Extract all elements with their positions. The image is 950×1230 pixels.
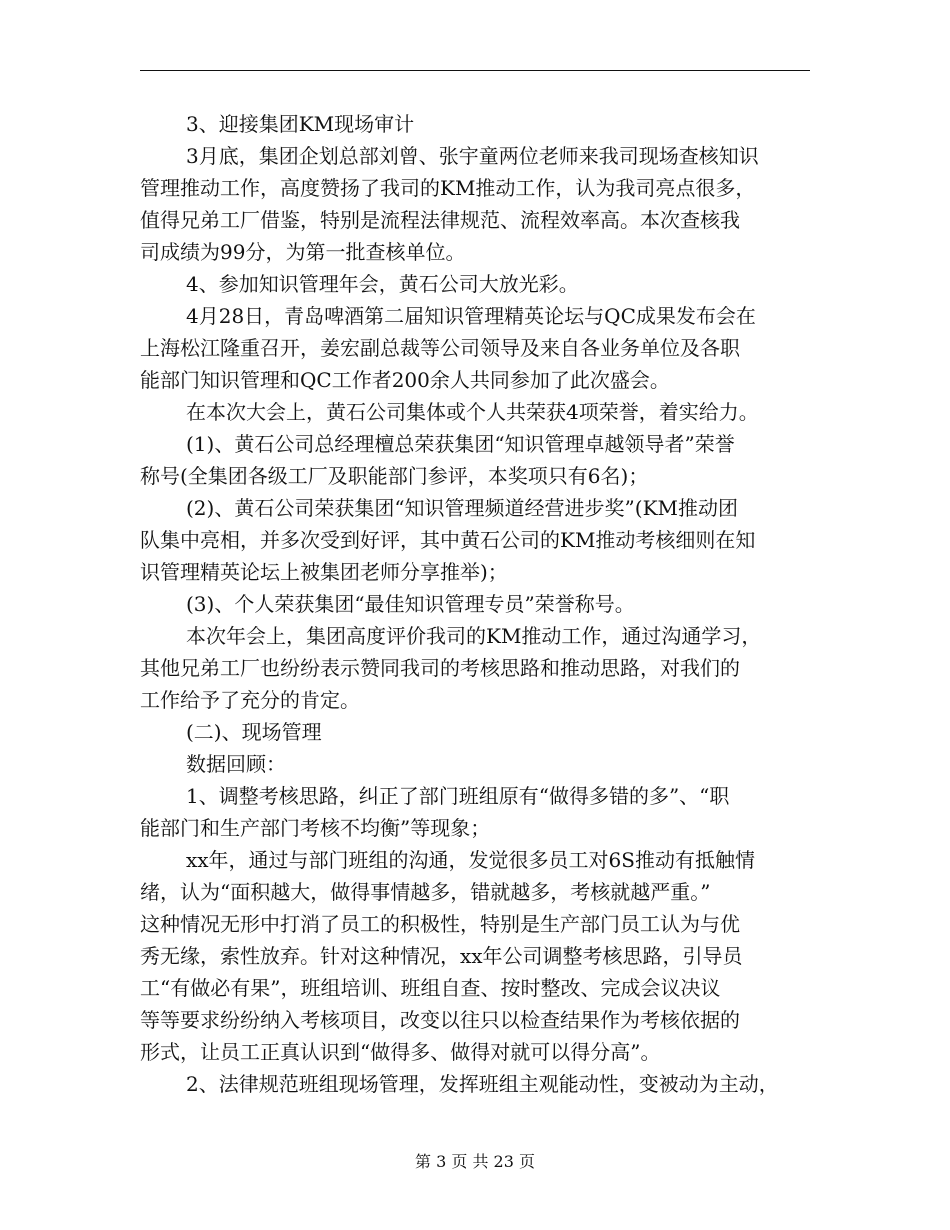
text-line: 3月底，集团企划总部刘曾、张宇童两位老师来我司现场查核知识 <box>186 144 759 168</box>
text-line: xx年，通过与部门班组的沟通，发觉很多员工对6S推动有抵触情 <box>186 848 755 872</box>
text-line: (二)、现场管理 <box>186 720 322 744</box>
text-line: 其他兄弟工厂也纷纷表示赞同我司的考核思路和推动思路，对我们的 <box>140 656 740 680</box>
text-line: 绪，认为“面积越大，做得事情越多，错就越多，考核就越严重。” <box>140 880 711 904</box>
text-line: 4月28日，青岛啤酒第二届知识管理精英论坛与QC成果发布会在 <box>186 304 756 328</box>
text-line: 在本次大会上，黄石公司集体或个人共荣获4项荣誉，着实给力。 <box>186 400 759 424</box>
text-line: 司成绩为99分，为第一批查核单位。 <box>140 240 466 264</box>
text-line: 识管理精英论坛上被集团老师分享推举)； <box>140 560 508 584</box>
text-line: 队集中亮相，并多次受到好评，其中黄石公司的KM推动考核细则在知 <box>140 528 756 552</box>
text-line: (1)、黄石公司总经理檀总荣获集团“知识管理卓越领导者”荣誉 <box>186 432 735 456</box>
text-line: (3)、个人荣获集团“最佳知识管理专员”荣誉称号。 <box>186 592 635 616</box>
text-line: 工“有做必有果”，班组培训、班组自查、按时整改、完成会议决议 <box>140 976 721 1000</box>
body-text <box>140 108 816 1100</box>
text-line: 2、法律规范班组现场管理，发挥班组主观能动性，变被动为主动， <box>186 1072 779 1096</box>
text-line: 工作给予了充分的肯定。 <box>140 688 360 712</box>
text-line: 能部门知识管理和QC工作者200余人共同参加了此次盛会。 <box>140 368 670 392</box>
text-line: 数据回顾： <box>186 752 286 776</box>
text-line: 秀无缘，索性放弃。针对这种情况，xx年公司调整考核思路，引导员 <box>140 944 743 968</box>
text-line: (2)、黄石公司荣获集团“知识管理频道经营进步奖”(KM推动团 <box>186 496 739 520</box>
text-line: 这种情况无形中打消了员工的积极性，特别是生产部门员工认为与优 <box>140 912 740 936</box>
text-line: 本次年会上，集团高度评价我司的KM推动工作，通过沟通学习， <box>186 624 762 648</box>
text-line: 称号(全集团各级工厂及职能部门参评，本奖项只有6名)； <box>140 464 649 488</box>
text-line: 能部门和生产部门考核不均衡”等现象； <box>140 816 491 840</box>
text-line: 1、调整考核思路，纠正了部门班组原有“做得多错的多”、“职 <box>186 784 730 808</box>
text-line: 形式，让员工正真认识到“做得多、做得对就可以得分高”。 <box>140 1040 661 1064</box>
page-number-footer: 第 3 页 共 23 页 <box>415 1152 535 1171</box>
text-line: 4、参加知识管理年会，黄石公司大放光彩。 <box>186 272 579 296</box>
text-line: 等等要求纷纷纳入考核项目，改变以往只以检查结果作为考核依据的 <box>140 1008 740 1032</box>
text-line: 上海松江隆重召开，姜宏副总裁等公司领导及来自各业务单位及各职 <box>140 336 740 360</box>
text-line: 管理推动工作，高度赞扬了我司的KM推动工作，认为我司亮点很多， <box>140 176 756 200</box>
text-line: 3、迎接集团KM现场审计 <box>186 112 415 136</box>
header-rule <box>140 70 810 71</box>
text-line: 值得兄弟工厂借鉴，特别是流程法律规范、流程效率高。本次查核我 <box>140 208 740 232</box>
